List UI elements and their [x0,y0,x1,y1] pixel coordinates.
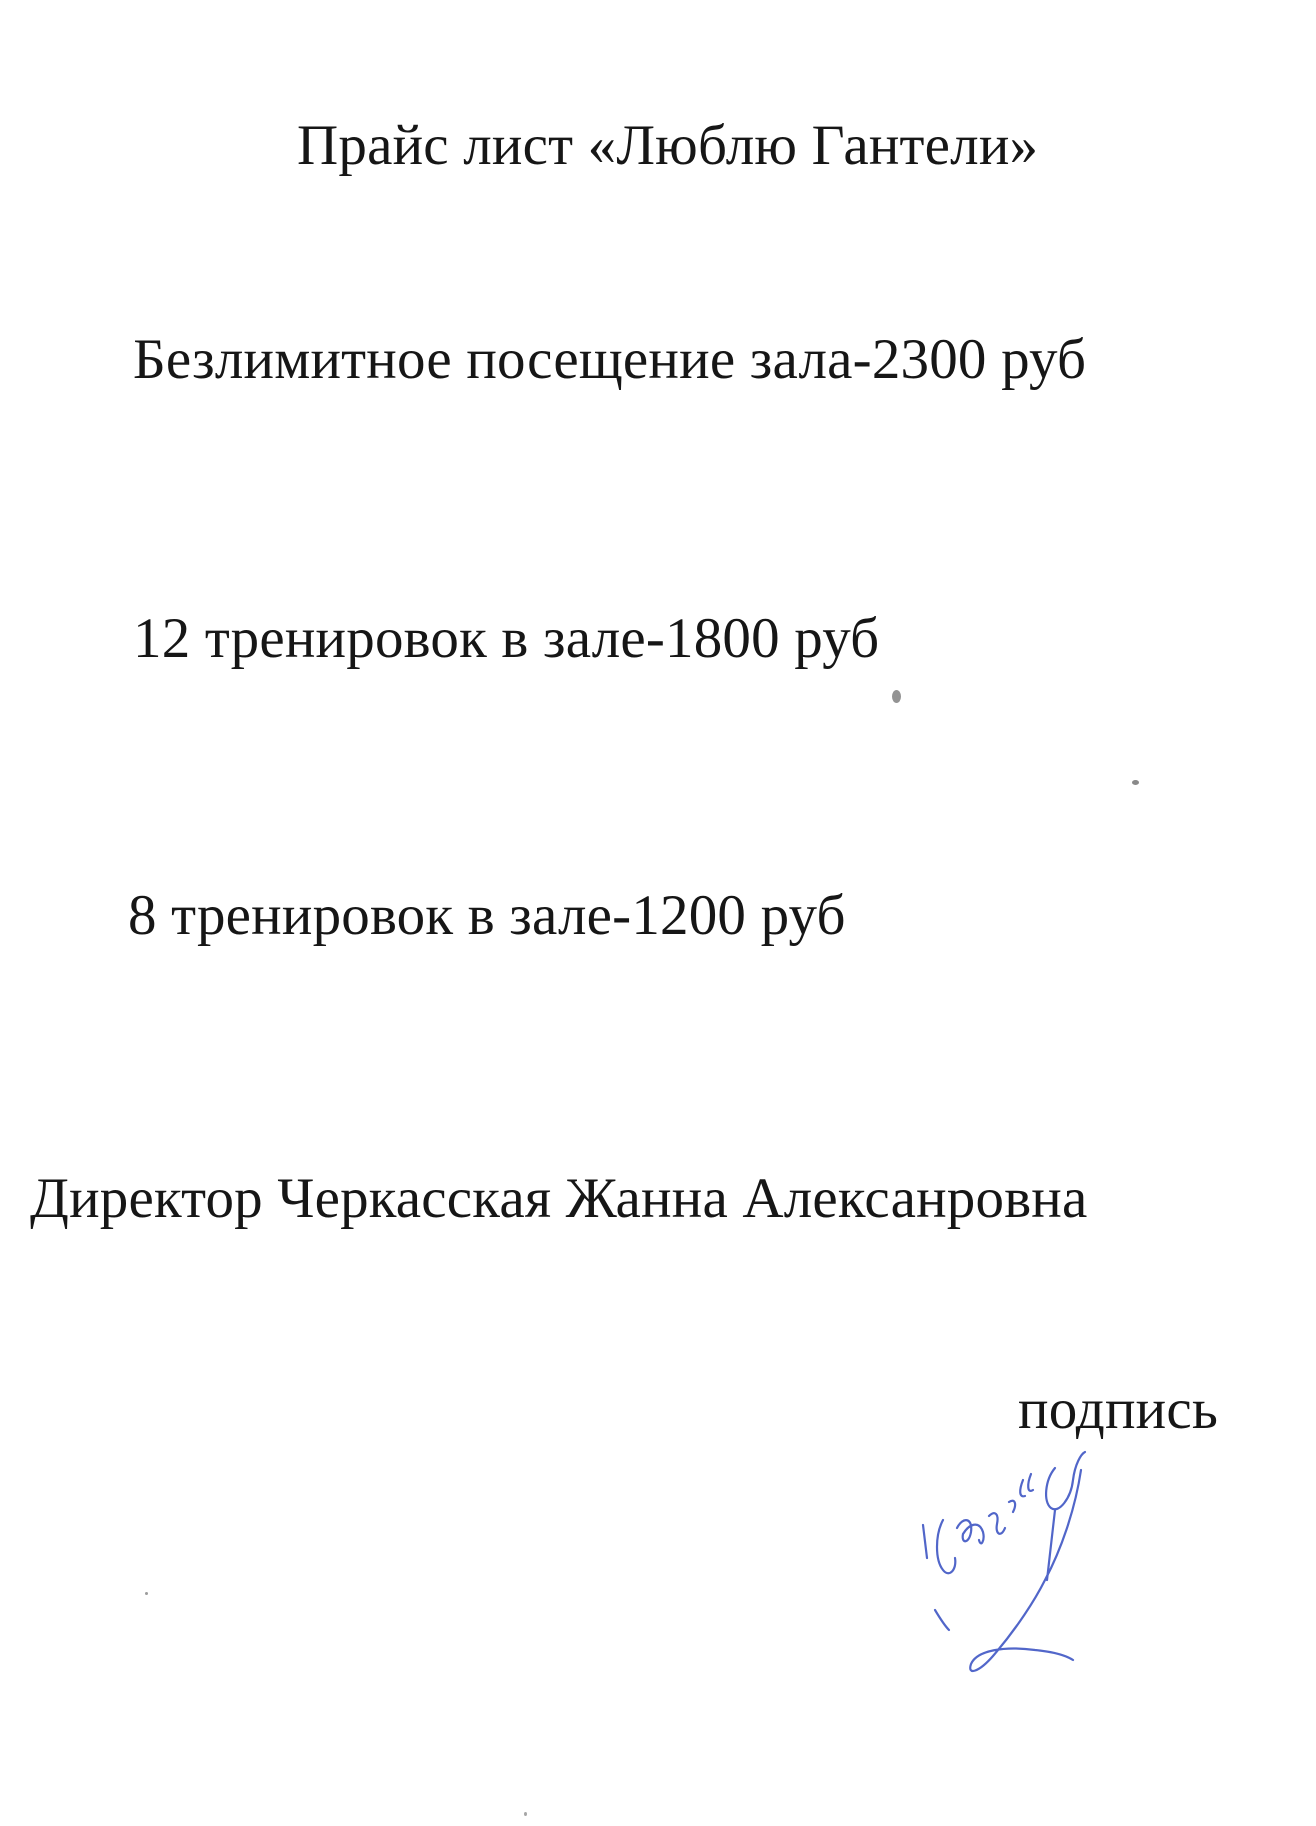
signature-stroke [1009,1501,1015,1512]
scan-speck [524,1812,527,1816]
price-item-unlimited: Безлимитное посещение зала-2300 руб [133,328,1087,391]
signature-stroke [923,1525,927,1558]
scan-speck [892,690,901,703]
signature-stroke [1028,1474,1033,1491]
signature-stroke [989,1513,1005,1534]
signature-label: подпись [1018,1378,1219,1441]
director-line: Директор Черкасская Жанна Алексанровна [30,1167,1088,1230]
price-item-12-sessions: 12 тренировок в зале-1800 руб [133,607,880,670]
signature-stroke [970,1470,1081,1671]
signature-stroke [935,1610,949,1630]
signature-stroke [957,1520,984,1543]
price-item-8-sessions: 8 тренировок в зале-1200 руб [128,884,846,947]
handwritten-signature [905,1440,1165,1700]
page-title: Прайс лист «Люблю Гантели» [297,114,1039,177]
scan-speck [1132,780,1139,785]
signature-stroke [1020,1480,1025,1496]
scan-speck [145,1592,148,1595]
signature-stroke [937,1520,955,1573]
